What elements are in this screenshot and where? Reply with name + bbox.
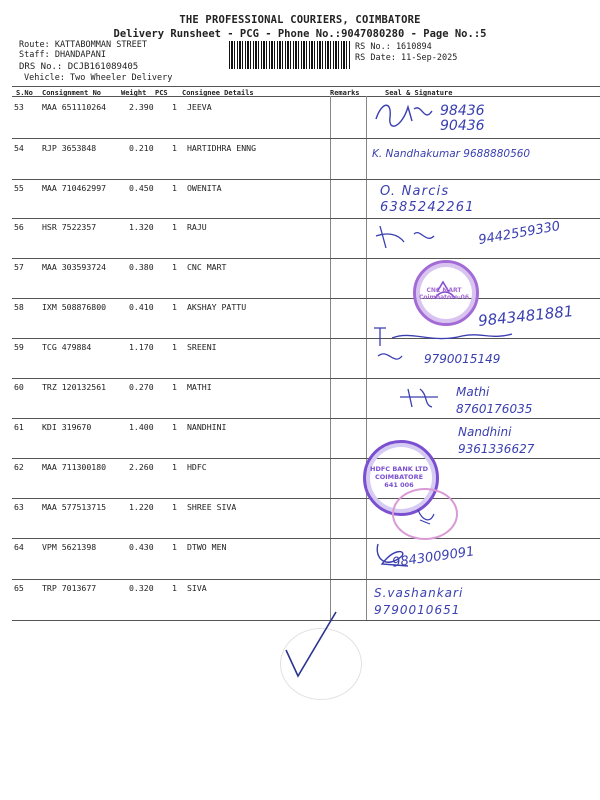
col-consignment: Consignment No xyxy=(42,89,102,97)
row-weight: 1.320 xyxy=(129,222,154,232)
row-weight: 0.410 xyxy=(129,302,154,312)
col-remarks: Remarks xyxy=(330,89,360,97)
handwritten-phone-56: 9442559330 xyxy=(477,218,562,249)
drs-label: DRS No.: DCJB161089405 xyxy=(19,62,139,72)
row-consignee: RAJU xyxy=(187,222,207,232)
row-weight: 1.400 xyxy=(129,422,154,432)
table-row xyxy=(12,98,600,138)
row-weight: 2.260 xyxy=(129,462,154,472)
row-consignee: NANDHINI xyxy=(187,422,227,432)
signature-icon xyxy=(374,222,444,252)
row-weight: 1.170 xyxy=(129,342,154,352)
row-consignment-no: VPM 5621398 xyxy=(42,542,97,552)
row-pcs: 1 xyxy=(172,143,177,153)
table-top-border xyxy=(12,86,600,87)
cnc-mart-stamp xyxy=(413,260,479,326)
row-consignee: HARTIDHRA ENNG xyxy=(187,143,257,153)
handwritten-note-65: S.vashankari 9790010651 xyxy=(374,586,464,617)
table-header-border xyxy=(12,96,600,97)
row-consignee: JEEVA xyxy=(187,102,212,112)
handwritten-note-54: K. Nandhakumar 9688880560 xyxy=(372,148,531,160)
col-seal: Seal & Signature xyxy=(385,89,453,97)
row-consignee: DTWO MEN xyxy=(187,542,227,552)
row-consignment-no: RJP 3653848 xyxy=(42,143,97,153)
row-consignment-no: MAA 710462997 xyxy=(42,183,107,193)
row-pcs: 1 xyxy=(172,542,177,552)
col-sno: S.No xyxy=(16,89,33,97)
signature-icon xyxy=(398,385,448,411)
rs-number: RS No.: 1610894 xyxy=(355,42,432,52)
row-consignment-no: HSR 7522357 xyxy=(42,222,97,232)
row-sno: 65 xyxy=(14,583,24,593)
round-seal xyxy=(392,488,458,540)
row-consignment-no: TRP 7013677 xyxy=(42,583,97,593)
row-sno: 57 xyxy=(14,262,24,272)
row-sno: 64 xyxy=(14,542,24,552)
signature-scribble xyxy=(398,385,448,415)
row-consignment-no: IXM 508876800 xyxy=(42,302,107,312)
row-weight: 0.430 xyxy=(129,542,154,552)
row-weight: 0.450 xyxy=(129,183,154,193)
signature-scribble xyxy=(374,222,444,256)
row-consignee: CNC MART xyxy=(187,262,227,272)
runsheet-subtitle: Delivery Runsheet - PCG - Phone No.:9047080280 - Page No.:5 xyxy=(113,28,487,40)
row-consignment-no: MAA 651110264 xyxy=(42,102,107,112)
row-sno: 59 xyxy=(14,342,24,352)
row-weight: 0.210 xyxy=(129,143,154,153)
handwritten-note-61: Nandhini 9361336627 xyxy=(458,425,535,456)
row-consignment-no: TCG 479884 xyxy=(42,342,92,352)
cnc-stamp-text: CNC MART Coimbatore-06 xyxy=(418,287,470,301)
handwritten-phone-53: 98436 90436 xyxy=(440,103,485,134)
vehicle-label: Vehicle: Two Wheeler Delivery xyxy=(24,73,173,83)
row-weight: 0.320 xyxy=(129,583,154,593)
route-label: Route: KATTABOMMAN STREET xyxy=(19,40,147,50)
staff-label: Staff: DHANDAPANI xyxy=(19,50,106,60)
row-pcs: 1 xyxy=(172,583,177,593)
row-pcs: 1 xyxy=(172,462,177,472)
row-weight: 0.380 xyxy=(129,262,154,272)
col-pcs: PCS xyxy=(155,89,168,97)
table-row xyxy=(12,258,600,298)
row-consignment-no: MAA 303593724 xyxy=(42,262,107,272)
row-weight: 0.270 xyxy=(129,382,154,392)
hdfc-stamp-text: HDFC BANK LTD COIMBATORE 641 006 xyxy=(370,465,428,489)
table-row xyxy=(12,458,600,498)
row-pcs: 1 xyxy=(172,302,177,312)
row-consignment-no: MAA 577513715 xyxy=(42,502,107,512)
row-sno: 63 xyxy=(14,502,24,512)
row-pcs: 1 xyxy=(172,502,177,512)
row-sno: 56 xyxy=(14,222,24,232)
row-sno: 61 xyxy=(14,422,24,432)
row-sno: 58 xyxy=(14,302,24,312)
row-sno: 60 xyxy=(14,382,24,392)
row-consignment-no: KDI 319670 xyxy=(42,422,92,432)
barcode xyxy=(229,41,350,69)
row-consignee: HDFC xyxy=(187,462,207,472)
col-weight: Weight xyxy=(121,89,147,97)
rs-date: RS Date: 11-Sep-2025 xyxy=(355,53,458,63)
signature-icon xyxy=(372,99,442,129)
row-pcs: 1 xyxy=(172,342,177,352)
row-pcs: 1 xyxy=(172,422,177,432)
company-title: THE PROFESSIONAL COURIERS, COIMBATORE xyxy=(179,14,421,26)
handwritten-note-55: O. Narcis 6385242261 xyxy=(380,184,475,215)
seal-icon xyxy=(394,490,456,538)
row-pcs: 1 xyxy=(172,222,177,232)
row-consignee: SIVA xyxy=(187,583,207,593)
handwritten-phone-59: 9790015149 xyxy=(424,352,501,366)
col-consignee: Consignee Details xyxy=(182,89,254,97)
row-weight: 1.220 xyxy=(129,502,154,512)
handwritten-phone-58: 9843481881 xyxy=(477,302,575,330)
row-consignment-no: MAA 711300180 xyxy=(42,462,107,472)
row-consignee: AKSHAY PATTU xyxy=(187,302,247,312)
signature-scribble xyxy=(372,322,522,376)
row-pcs: 1 xyxy=(172,382,177,392)
table-row xyxy=(12,498,600,538)
signature-scribble xyxy=(372,99,442,134)
row-consignee: MATHI xyxy=(187,382,212,392)
row-consignee: SREENI xyxy=(187,342,217,352)
checkmark-icon xyxy=(282,606,342,686)
row-consignee: OWENITA xyxy=(187,183,222,193)
row-pcs: 1 xyxy=(172,183,177,193)
row-sno: 54 xyxy=(14,143,24,153)
handwritten-note-60: Mathi 8760176035 xyxy=(456,385,533,416)
row-sno: 62 xyxy=(14,462,24,472)
row-pcs: 1 xyxy=(172,262,177,272)
row-consignment-no: TRZ 120132561 xyxy=(42,382,107,392)
row-consignee: SHREE SIVA xyxy=(187,502,237,512)
row-sno: 55 xyxy=(14,183,24,193)
row-weight: 2.390 xyxy=(129,102,154,112)
row-pcs: 1 xyxy=(172,102,177,112)
handwritten-phone-64: 9843009091 xyxy=(391,544,476,571)
row-sno: 53 xyxy=(14,102,24,112)
table-row xyxy=(12,538,600,578)
